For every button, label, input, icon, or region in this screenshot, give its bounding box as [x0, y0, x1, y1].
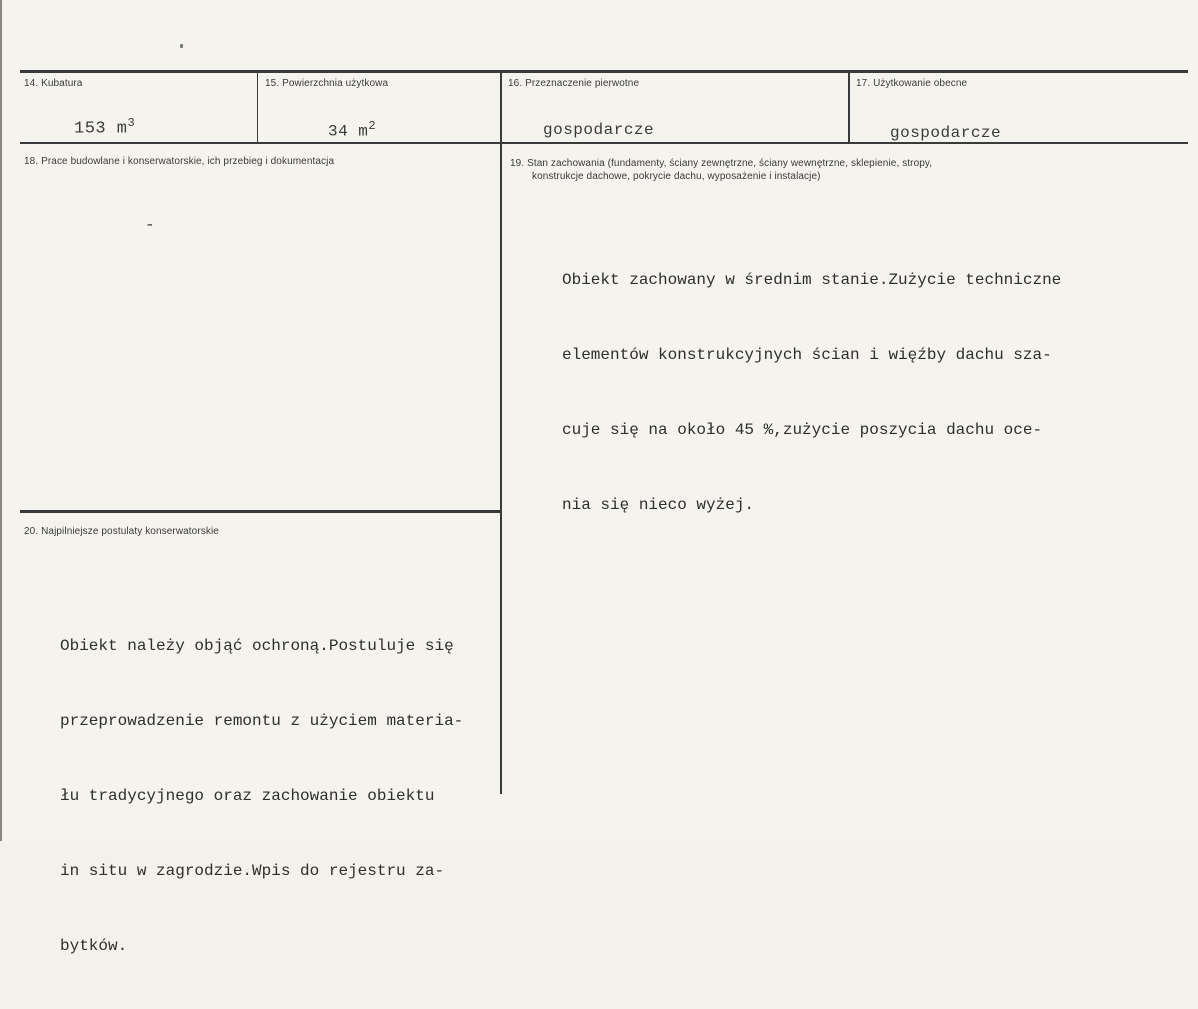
field-16-label: 16. Przeznaczenie pierwotne [508, 78, 640, 89]
field-15-number: 34 m [328, 122, 369, 141]
field-20-line: przeprowadzenie remontu z użyciem materia- [60, 712, 464, 730]
field-14-exponent: 3 [127, 116, 136, 130]
field-16-value: gospodarcze [543, 121, 655, 139]
field-19-label-line1: 19. Stan zachowania (fundamenty, ściany zewnętrzne, ściany wewnętrzne, sklepienie, stropy, [510, 158, 933, 169]
field-19-label-line2: konstrukcje dachowe, pokrycie dachu, wyposażenie i instalacje) [532, 171, 821, 182]
section18-bottom-rule [20, 510, 501, 513]
field-20-line: Obiekt należy objąć ochroną.Postuluje się [60, 637, 454, 655]
row1-bottom-rule [20, 142, 1188, 144]
field-19-text [562, 218, 1061, 568]
field-19-line: cuje się na około 45 %,zużycie poszycia dachu oce- [562, 421, 1043, 439]
field-15-exponent: 2 [368, 119, 377, 133]
field-15-value [328, 119, 376, 140]
field-17-value: gospodarcze [890, 124, 1002, 142]
field-20-label: 20. Najpilniejsze postulaty konserwatorskie [24, 526, 219, 537]
divider-14-15 [257, 72, 258, 143]
field-19-line: elementów konstrukcyjnych ścian i więźby dachu sza- [562, 346, 1052, 364]
field-15-label: 15. Powierzchnia użytkowa [265, 78, 389, 89]
field-20-text [60, 584, 463, 1009]
divider-16-17 [848, 72, 850, 143]
field-17-label: 17. Użytkowanie obecne [856, 78, 968, 89]
field-19-line: Obiekt zachowany w średnim stanie.Zużycie techniczne [562, 271, 1062, 289]
field-18-value: - [145, 216, 155, 234]
divider-15-16 [500, 72, 502, 794]
field-20-line: łu tradycyjnego oraz zachowanie obiektu [60, 787, 435, 805]
field-14-value [74, 116, 135, 139]
field-20-line: in situ w zagrodzie.Wpis do rejestru za- [60, 862, 445, 880]
paper-speck [180, 44, 183, 48]
field-14-label: 14. Kubatura [24, 78, 83, 89]
field-19-line: nia się nieco wyżej. [562, 496, 755, 514]
field-18-label: 18. Prace budowlane i konserwatorskie, ich przebieg i dokumentacja [24, 156, 335, 167]
field-20-line: bytków. [60, 937, 128, 955]
field-14-number: 153 m [74, 119, 128, 139]
top-rule [20, 70, 1188, 73]
